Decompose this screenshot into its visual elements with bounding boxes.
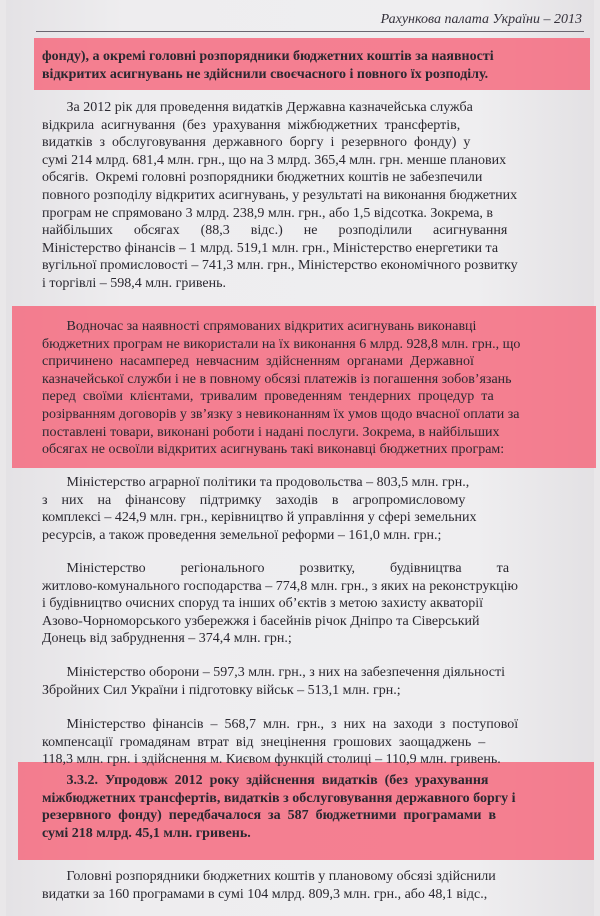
- text-line: Головні розпорядники бюджетних коштів у плановому обсязі здійснили: [42, 869, 496, 884]
- text-line: Міністерство фінансів – 568,7 млн. грн., з них на заходи з поступової: [42, 717, 519, 732]
- text-line: резервного фонду) передбачалося за 587 бюджетними програмами в: [42, 808, 497, 824]
- text-line: Міністерство аграрної політики та продовольства – 803,5 млн. грн.,: [42, 475, 470, 490]
- text-line: Азово-Чорноморського узбережжя і басейнів річок Дніпро та Сіверський: [42, 613, 480, 629]
- text-line: казначейської служби і не в повному обсязі платежів із погашення зобов’язань: [42, 371, 512, 387]
- item-ministry-agrarian: [42, 474, 580, 544]
- text-line: сумі 218 млрд. 45,1 млн. гривень.: [42, 825, 251, 841]
- text-line: житлово-комунального господарства – 774,8 млн. грн., з яких на реконструкцію: [42, 578, 519, 594]
- text-line: з них на фінансову підтримку заходів в агропромисловому: [42, 492, 466, 508]
- paragraph-main-managers: [42, 868, 580, 903]
- paragraph-2012: [42, 99, 580, 293]
- text-line: Водночас за наявності спрямованих відкритих асигнувань виконавці: [42, 319, 477, 334]
- text-line: видатків з обслуговування державного боргу і резервного фонду) у: [42, 135, 471, 151]
- text-line: і торгівлі – 598,4 млн. гривень.: [42, 275, 226, 291]
- text-line: За 2012 рік для проведення видатків Державна казначейська служба: [42, 100, 473, 115]
- item-ministry-finance: [42, 716, 580, 769]
- text-line: програм не спрямовано 3 млрд. 238,9 млн. грн., або 1,5 відсотка. Зокрема, в: [42, 205, 494, 221]
- header-rule: [36, 31, 584, 32]
- paragraph-meanwhile: [42, 318, 580, 459]
- document-page: [6, 0, 594, 916]
- text-line: Збройних Сил України і підготовку військ – 513,1 млн. грн.;: [42, 682, 401, 698]
- text-line: ресурсів, а також проведення земельної реформи – 161,0 млн. грн.;: [42, 527, 442, 543]
- text-line: повного розподілу відкритих асигнувань, у результаті на виконання бюджетних: [42, 187, 518, 203]
- running-header: Рахункова палата України – 2013: [380, 12, 582, 27]
- text-line: перед своїми клієнтами, тривалим проведенням тендерних процедур та: [42, 389, 494, 405]
- text-line: компенсації громадянам втрат від знецінення грошових заощаджень –: [42, 734, 486, 750]
- section-3-3-2: [42, 772, 580, 842]
- text-line: відкритих асигнувань не здійснили своєчасного і повного їх розподілу.: [42, 66, 489, 82]
- text-line: сумі 214 млрд. 681,4 млн. грн., що на 3 млрд. 365,4 млн. грн. менше планових: [42, 152, 507, 168]
- item-ministry-defense: [42, 664, 580, 699]
- text-line: Міністерство регіонального розвитку, будівництва та: [42, 561, 510, 576]
- text-line: розірванням договорів у зв’язку з невиконанням їх умов щодо вчасної оплати за: [42, 406, 520, 422]
- text-line: бюджетних програм не використали на їх виконання 6 млрд. 928,8 млн. грн., що: [42, 336, 521, 352]
- top-conclusion: [42, 48, 580, 83]
- text-line: поставлені товари, виконані роботи і надані послуги. Зокрема, в найбільших: [42, 424, 500, 440]
- text-line: видатки за 160 програмами в сумі 104 млрд. 809,3 млн. грн., або 48,1 відс.,: [42, 886, 488, 902]
- text-line: і будівництво очисних споруд та інших об’єктів з метою захисту акваторії: [42, 596, 484, 612]
- text-line: комплексі – 424,9 млн. грн., керівництво й управління у сфері земельних: [42, 510, 477, 526]
- text-line: відкрила асигнування (без урахування міжбюджетних трансфертів,: [42, 117, 461, 133]
- text-line: обсягах не освоїли відкритих асигнувань такі виконавці бюджетних програм:: [42, 442, 505, 458]
- text-line: 3.3.2. Упродовж 2012 року здійснення видатків (без урахування: [42, 773, 489, 788]
- text-line: міжбюджетних трансфертів, видатків з обслуговування державного боргу і: [42, 790, 516, 806]
- text-line: вугільної промисловості – 741,3 млн. грн., Міністерство економічного розвитку: [42, 258, 518, 274]
- text-line: 118,3 млн. грн. і здійснення м. Києвом функцій столиці – 110,9 млн. гривень.: [42, 752, 501, 768]
- text-line: Донець від забруднення – 374,4 млн. грн.;: [42, 631, 292, 647]
- text-line: спричинено насамперед невчасним здійсненням органами Державної: [42, 354, 474, 370]
- text-line: найбільших обсягах (88,3 відс.) не розподілили асигнування: [42, 223, 508, 239]
- text-line: обсягів. Окремі головні розпорядники бюджетних коштів не забезпечили: [42, 170, 483, 186]
- text-line: Міністерство оборони – 597,3 млн. грн., з них на забезпечення діяльності: [42, 665, 506, 680]
- text-line: Міністерство фінансів – 1 млрд. 519,1 млн. грн., Міністерство енергетики та: [42, 240, 499, 256]
- item-ministry-regional: [42, 560, 580, 648]
- text-line: фонду), а окремі головні розпорядники бюджетних коштів за наявності: [42, 49, 494, 64]
